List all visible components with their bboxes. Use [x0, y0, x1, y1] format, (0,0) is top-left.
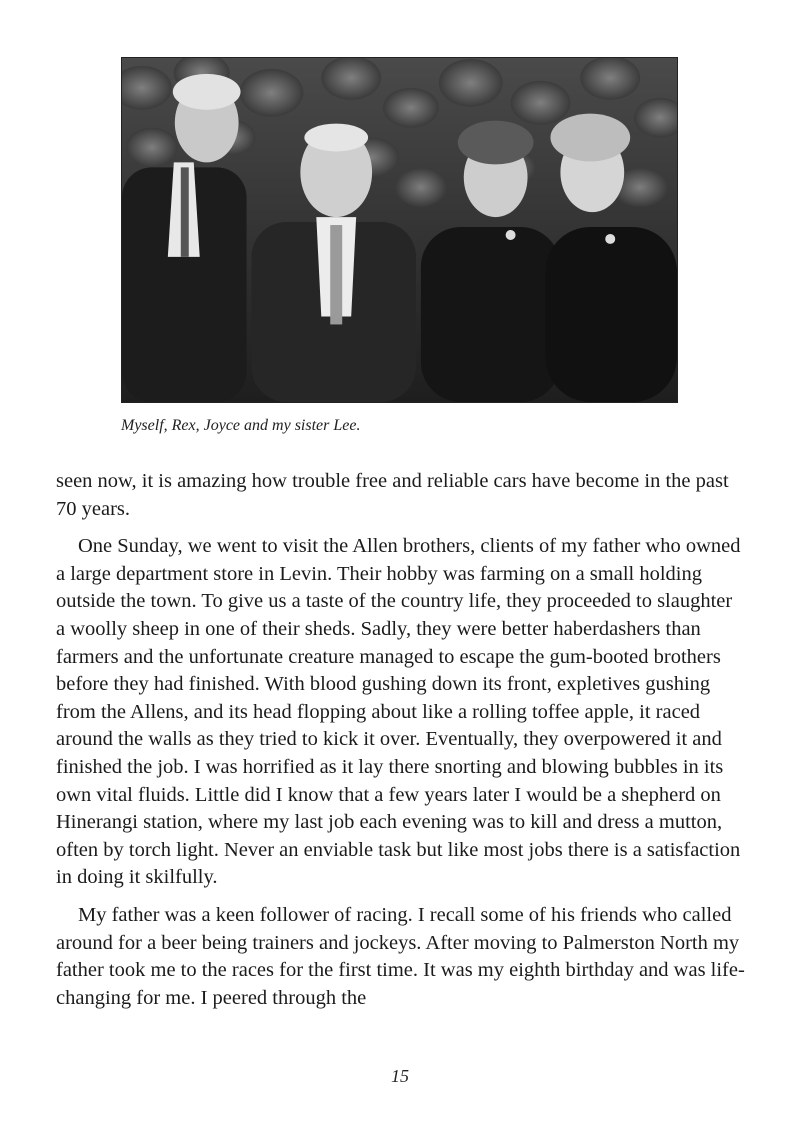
paragraph-continued: seen now, it is amazing how trouble free and reliable cars have become in the past 70 years. [56, 470, 729, 520]
paragraph-racing: My father was a keen follower of racing. I recall some of his friends who called around for a beer being trainers and jockeys. After moving to Palmerston North my father took me to the races for the first time. It was my eighth birthday and was life-changing for me. I peered through the [56, 903, 745, 1009]
family-photo-illustration [122, 58, 677, 402]
page-number: 15 [391, 1066, 409, 1086]
body-text [56, 468, 746, 1022]
paragraph-allen-brothers: One Sunday, we went to visit the Allen brothers, clients of my father who owned a large department store in Levin. Their hobby was farming on a small holding outside the town. To give us a taste of the country life, they proceeded to slaughter a woolly sheep in one of their sheds. Sadly, they were better haberdashers than farmers and the unfortunate creature managed to escape the gum-booted brothers before they had finished. With blood gushing down its front, expletives gushing from the Allens, and its head flopping about like a rolling toffee apple, it raced around the walls as they tried to kick it over. Eventually, they overpowered it and finished the job. I was horrified as it lay there snorting and blowing bubbles in its own vital fluids. Little did I know that a few years later I would be a shepherd on Hinerangi station, where my last job each evening was to kill and dress a mutton, often by torch light. Never an enviable task but like most jobs there is a satisfaction in doing it skilfully. [56, 535, 741, 889]
photo-caption: Myself, Rex, Joyce and my sister Lee. [121, 417, 361, 434]
family-photo [121, 57, 678, 403]
